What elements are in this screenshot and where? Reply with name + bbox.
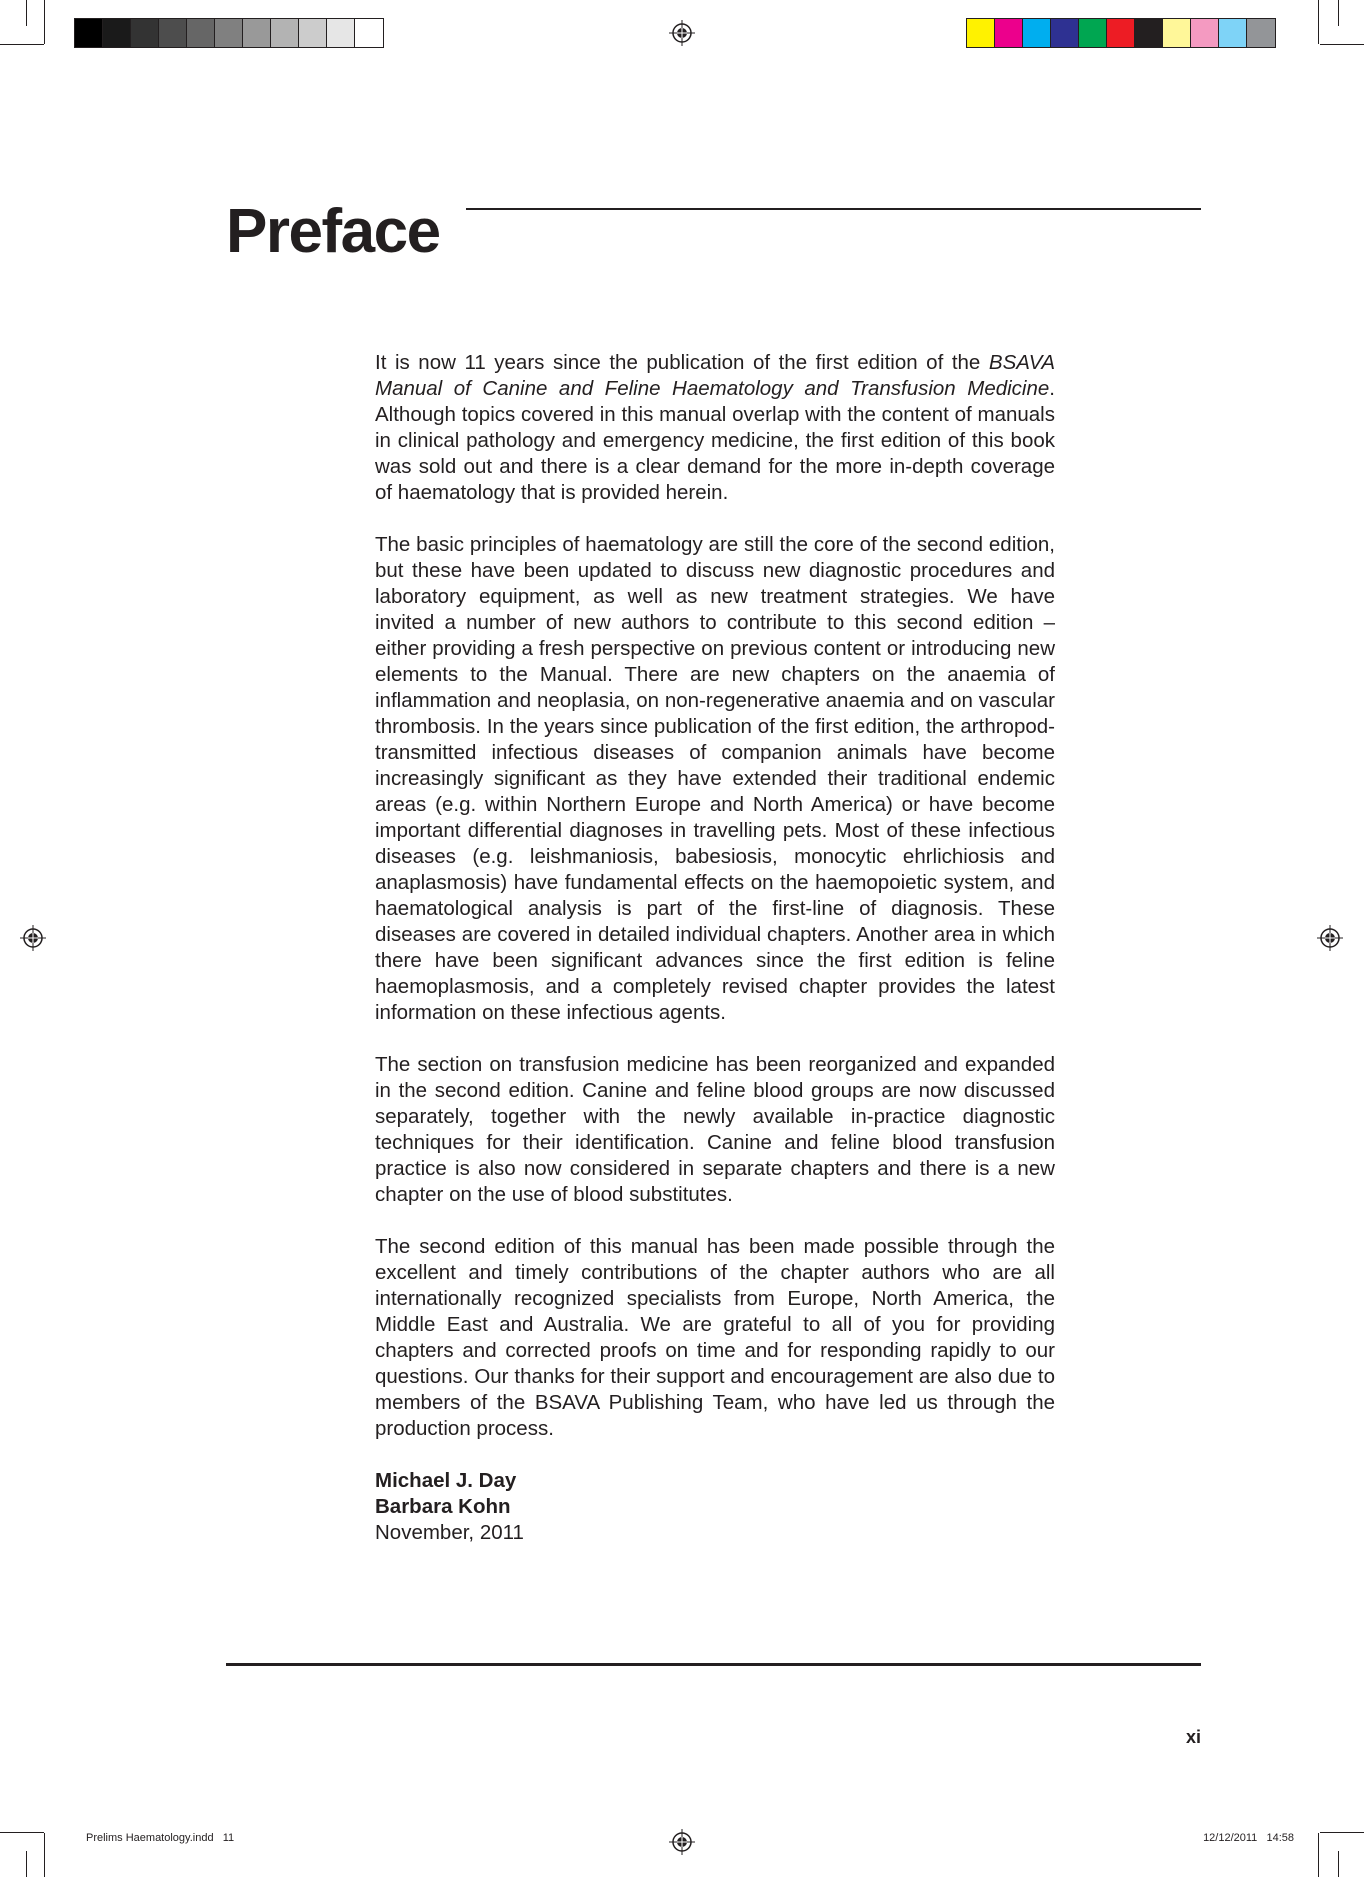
crop-mark bbox=[26, 0, 27, 26]
crop-mark bbox=[1320, 44, 1364, 45]
signature-block bbox=[375, 1468, 1055, 1546]
crop-mark bbox=[26, 1851, 27, 1877]
color-swatch bbox=[1135, 19, 1163, 47]
registration-mark-icon bbox=[20, 925, 46, 951]
footer-rule bbox=[226, 1663, 1201, 1666]
color-swatch bbox=[1191, 19, 1219, 47]
book-title: BSAVA Manual of Canine and Feline Haematology and Transfusion Medicine bbox=[375, 351, 1055, 400]
slug-filename: Prelims Haematology.indd 11 bbox=[86, 1832, 235, 1844]
gray-swatch bbox=[243, 19, 271, 47]
gray-swatch bbox=[75, 19, 103, 47]
page-number: xi bbox=[1185, 1727, 1201, 1747]
registration-mark-icon bbox=[669, 1829, 695, 1855]
author-name: Barbara Kohn bbox=[375, 1495, 511, 1518]
color-swatch bbox=[1079, 19, 1107, 47]
crop-mark bbox=[1318, 0, 1319, 44]
gray-swatch bbox=[103, 19, 131, 47]
title-rule bbox=[466, 208, 1201, 210]
author-name: Michael J. Day bbox=[375, 1469, 517, 1492]
crop-mark bbox=[0, 1832, 44, 1833]
crop-mark bbox=[1320, 1832, 1364, 1833]
process-color-bar bbox=[966, 18, 1276, 48]
crop-mark bbox=[44, 1833, 45, 1877]
paragraph-3: The section on transfusion medicine has been reorganized and expanded in the second edition. Canine and feline blood groups are now discussed separately, together with the newly available in-practice diagnostic techniques for their identification. Canine and feline blood transfusion practice is also now considered in separate chapters and there is a new chapter on the use of blood substitutes. bbox=[375, 1053, 1055, 1206]
page-title: Preface bbox=[226, 197, 440, 266]
grayscale-color-bar bbox=[74, 18, 384, 48]
color-swatch bbox=[995, 19, 1023, 47]
signature-date: November, 2011 bbox=[375, 1521, 524, 1544]
registration-mark-icon bbox=[1317, 925, 1343, 951]
paragraph-1-lead: It is now 11 years since the publication of the first edition of the bbox=[375, 351, 989, 374]
color-swatch bbox=[1247, 19, 1275, 47]
gray-swatch bbox=[131, 19, 159, 47]
color-swatch bbox=[1219, 19, 1247, 47]
paragraph-1-rest: . Although topics covered in this manual overlap with the content of manuals in clinical pathology and emergency medicine, the first edition of this book was sold out and there is a clear demand for the more in-depth coverage of haematology that is provided herein. bbox=[375, 377, 1055, 504]
color-swatch bbox=[967, 19, 995, 47]
crop-mark bbox=[1338, 1851, 1339, 1877]
preface-body bbox=[375, 350, 1055, 1546]
gray-swatch bbox=[271, 19, 299, 47]
paragraph-4: The second edition of this manual has been made possible through the excellent and timely contributions of the chapter authors who are all internationally recognized specialists from Europe, North America, the Middle East and Australia. We are grateful to all of you for providing chapters and corrected proofs on time and for responding rapidly to our questions. Our thanks for their support and encouragement are also due to members of the BSAVA Publishing Team, who have led us through the production process. bbox=[375, 1235, 1055, 1440]
gray-swatch bbox=[159, 19, 187, 47]
gray-swatch bbox=[327, 19, 355, 47]
crop-mark bbox=[1318, 1833, 1319, 1877]
gray-swatch bbox=[355, 19, 383, 47]
crop-mark bbox=[1338, 0, 1339, 26]
gray-swatch bbox=[215, 19, 243, 47]
registration-mark-icon bbox=[669, 20, 695, 46]
color-swatch bbox=[1163, 19, 1191, 47]
crop-mark bbox=[0, 44, 44, 45]
color-swatch bbox=[1051, 19, 1079, 47]
crop-mark bbox=[44, 0, 45, 44]
color-swatch bbox=[1107, 19, 1135, 47]
paragraph-1 bbox=[375, 350, 1055, 506]
color-swatch bbox=[1023, 19, 1051, 47]
gray-swatch bbox=[187, 19, 215, 47]
slug-timestamp: 12/12/2011 14:58 bbox=[1203, 1832, 1294, 1844]
paragraph-2: The basic principles of haematology are still the core of the second edition, but these have been updated to discuss new diagnostic procedures and laboratory equipment, as well as new treatment strategies. We have invited a number of new authors to contribute to this second edition – either providing a fresh perspective on previous content or introducing new elements to the Manual. There are new chapters on the anaemia of inflammation and neoplasia, on non-regenerative anaemia and on vascular thrombosis. In the years since publication of the first edition, the arthropod-transmitted infectious diseases of companion animals have become increasingly significant as they have extended their traditional endemic areas (e.g. within Northern Europe and North America) or have become important differential diagnoses in travelling pets. Most of these infectious diseases (e.g. leishmaniosis, babesiosis, monocytic ehrlichiosis and anaplasmosis) have fundamental effects on the haemopoietic system, and haematological analysis is part of the first-line of diagnosis. These diseases are covered in detailed individual chapters. Another area in which there have been significant advances since the first edition is feline haemoplasmosis, and a completely revised chapter provides the latest information on these infectious agents. bbox=[375, 533, 1055, 1024]
gray-swatch bbox=[299, 19, 327, 47]
